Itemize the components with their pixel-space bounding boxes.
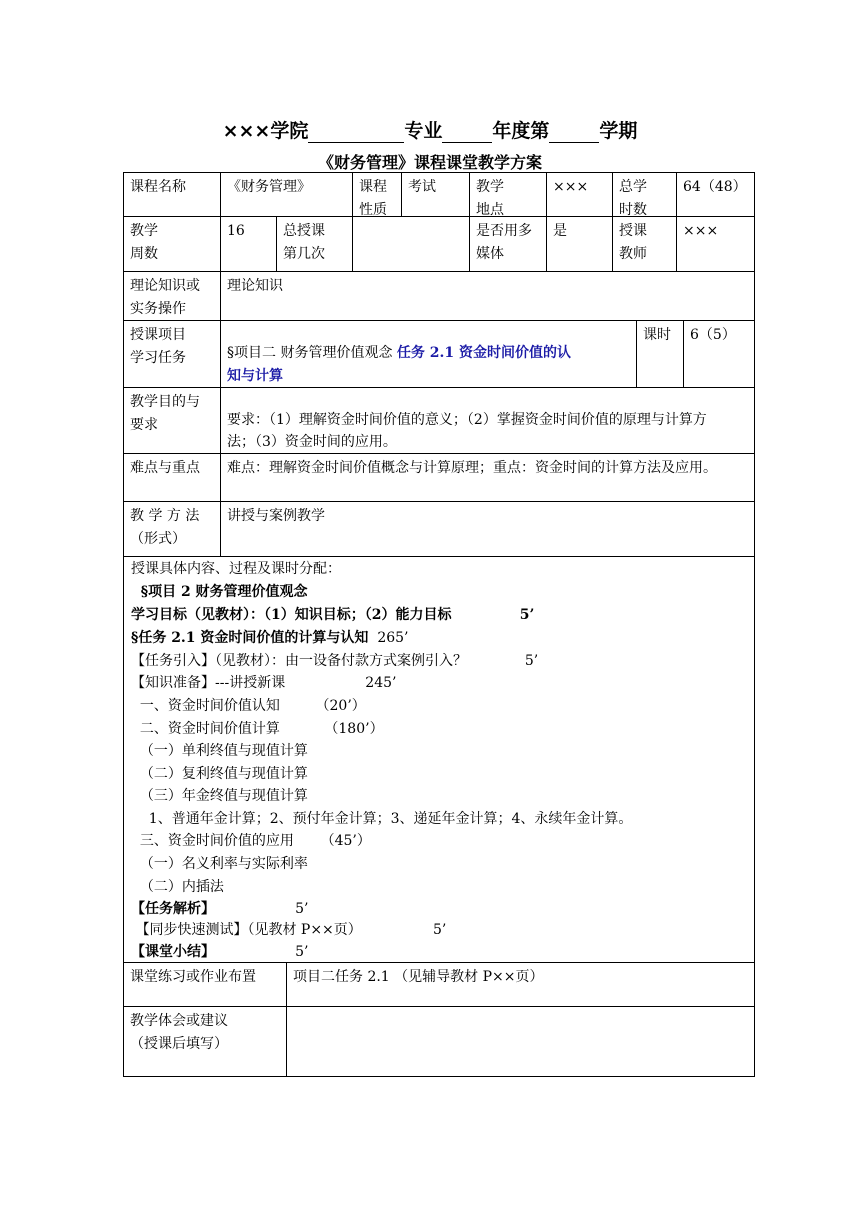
content-item: （三）年金终值与现值计算: [131, 788, 308, 804]
total-hours-label: 总学 时数: [619, 179, 647, 218]
project-task-label: 授课项目 学习任务: [130, 327, 186, 366]
document-title: [0, 116, 860, 143]
teaching-weeks-label: 教学 周数: [130, 223, 158, 262]
project-task-value: §项目二 财务管理价值观念 任务 2.1 资金时间价值的认 知与计算: [227, 345, 572, 384]
content-heading: 授课具体内容、过程及课时分配：: [131, 561, 341, 577]
reflection-value: [287, 1006, 754, 1076]
course-nature-label: 课程 性质: [359, 179, 387, 218]
content-project-title: §项目 2 财务管理价值观念: [131, 584, 308, 600]
difficulties-label: 难点与重点: [130, 460, 200, 476]
major-blank: [308, 123, 404, 143]
session-number-label: 总授课 第几次: [283, 223, 325, 262]
content-summary: 【课堂小结】 5’: [131, 944, 309, 960]
teaching-weeks-value: 16: [227, 223, 245, 239]
course-name-value: 《财务管理》: [227, 179, 311, 195]
multimedia-label: 是否用多 媒体: [476, 223, 532, 262]
content-item: 二、资金时间价值计算 （180’）: [131, 721, 384, 737]
session-number-value: [353, 216, 469, 271]
content-task-intro: 【任务引入】（见教材）：由一设备付款方式案例引入？ 5’: [131, 653, 539, 669]
term-blank: [549, 123, 599, 143]
content-item: （二）内插法: [131, 879, 224, 895]
content-item: 一、资金时间价值认知 （20’）: [131, 698, 366, 714]
document-subtitle: 《财务管理》课程课堂教学方案: [317, 153, 542, 172]
content-item: （一）单利终值与现值计算: [131, 743, 308, 759]
class-hours-value: 6（5）: [690, 327, 736, 343]
content-item: 1、普通年金计算；2、预付年金计算；3、递延年金计算；4、永续年金计算。: [131, 811, 633, 827]
content-task-title: §任务 2.1 资金时间价值的计算与认知 265’: [131, 630, 409, 646]
course-nature-value: 考试: [408, 179, 436, 195]
content-learning-goals: 学习目标（见教材）：（1）知识目标；（2）能力目标 5’: [131, 607, 535, 623]
content-task-analysis: 【任务解析】 5’: [131, 901, 309, 917]
content-item: （二）复利终值与现值计算: [131, 766, 308, 782]
year-label: 年度第: [492, 120, 550, 142]
teaching-method-value: 讲授与案例教学: [227, 508, 325, 524]
college-name: ×××学院: [222, 120, 309, 142]
difficulties-value: 难点：理解资金时间价值概念与计算原理；重点：资金时间的计算方法及应用。: [227, 460, 717, 476]
knowledge-type-value: 理论知识: [227, 278, 283, 294]
year-blank: [442, 123, 492, 143]
total-hours-value: 64（48）: [683, 179, 747, 195]
content-item: 三、资金时间价值的应用 （45’）: [131, 833, 371, 849]
reflection-label: 教学体会或建议 （授课后填写）: [130, 1013, 228, 1052]
teacher-label: 授课 教师: [619, 223, 647, 262]
teaching-place-label: 教学 地点: [476, 179, 504, 218]
term-label: 学期: [599, 120, 638, 142]
multimedia-value: 是: [553, 223, 567, 239]
homework-label: 课堂练习或作业布置: [130, 969, 256, 985]
knowledge-type-label: 理论知识或 实务操作: [130, 278, 200, 317]
objectives-label: 教学目的与 要求: [130, 394, 200, 433]
teaching-method-label: 教 学 方 法 （形式）: [130, 508, 200, 547]
objectives-value: 要求：（1）理解资金时间价值的意义；（2）掌握资金时间价值的原理与计算方 法；（3）资金时间的应用。: [227, 412, 707, 450]
content-knowledge-prep: 【知识准备】---讲授新课 245’: [131, 675, 397, 691]
class-hours-label: 课时: [643, 327, 671, 343]
teaching-place-value: ×××: [553, 179, 589, 195]
content-item: （一）名义利率与实际利率: [131, 856, 308, 872]
major-label: 专业: [404, 120, 443, 142]
teacher-value: ×××: [683, 223, 719, 239]
course-name-label: 课程名称: [130, 179, 186, 195]
homework-value: 项目二任务 2.1 （见辅导教材 P××页）: [293, 969, 544, 985]
content-quick-test: 【同步快速测试】（见教材 P××页） 5’: [131, 922, 447, 938]
